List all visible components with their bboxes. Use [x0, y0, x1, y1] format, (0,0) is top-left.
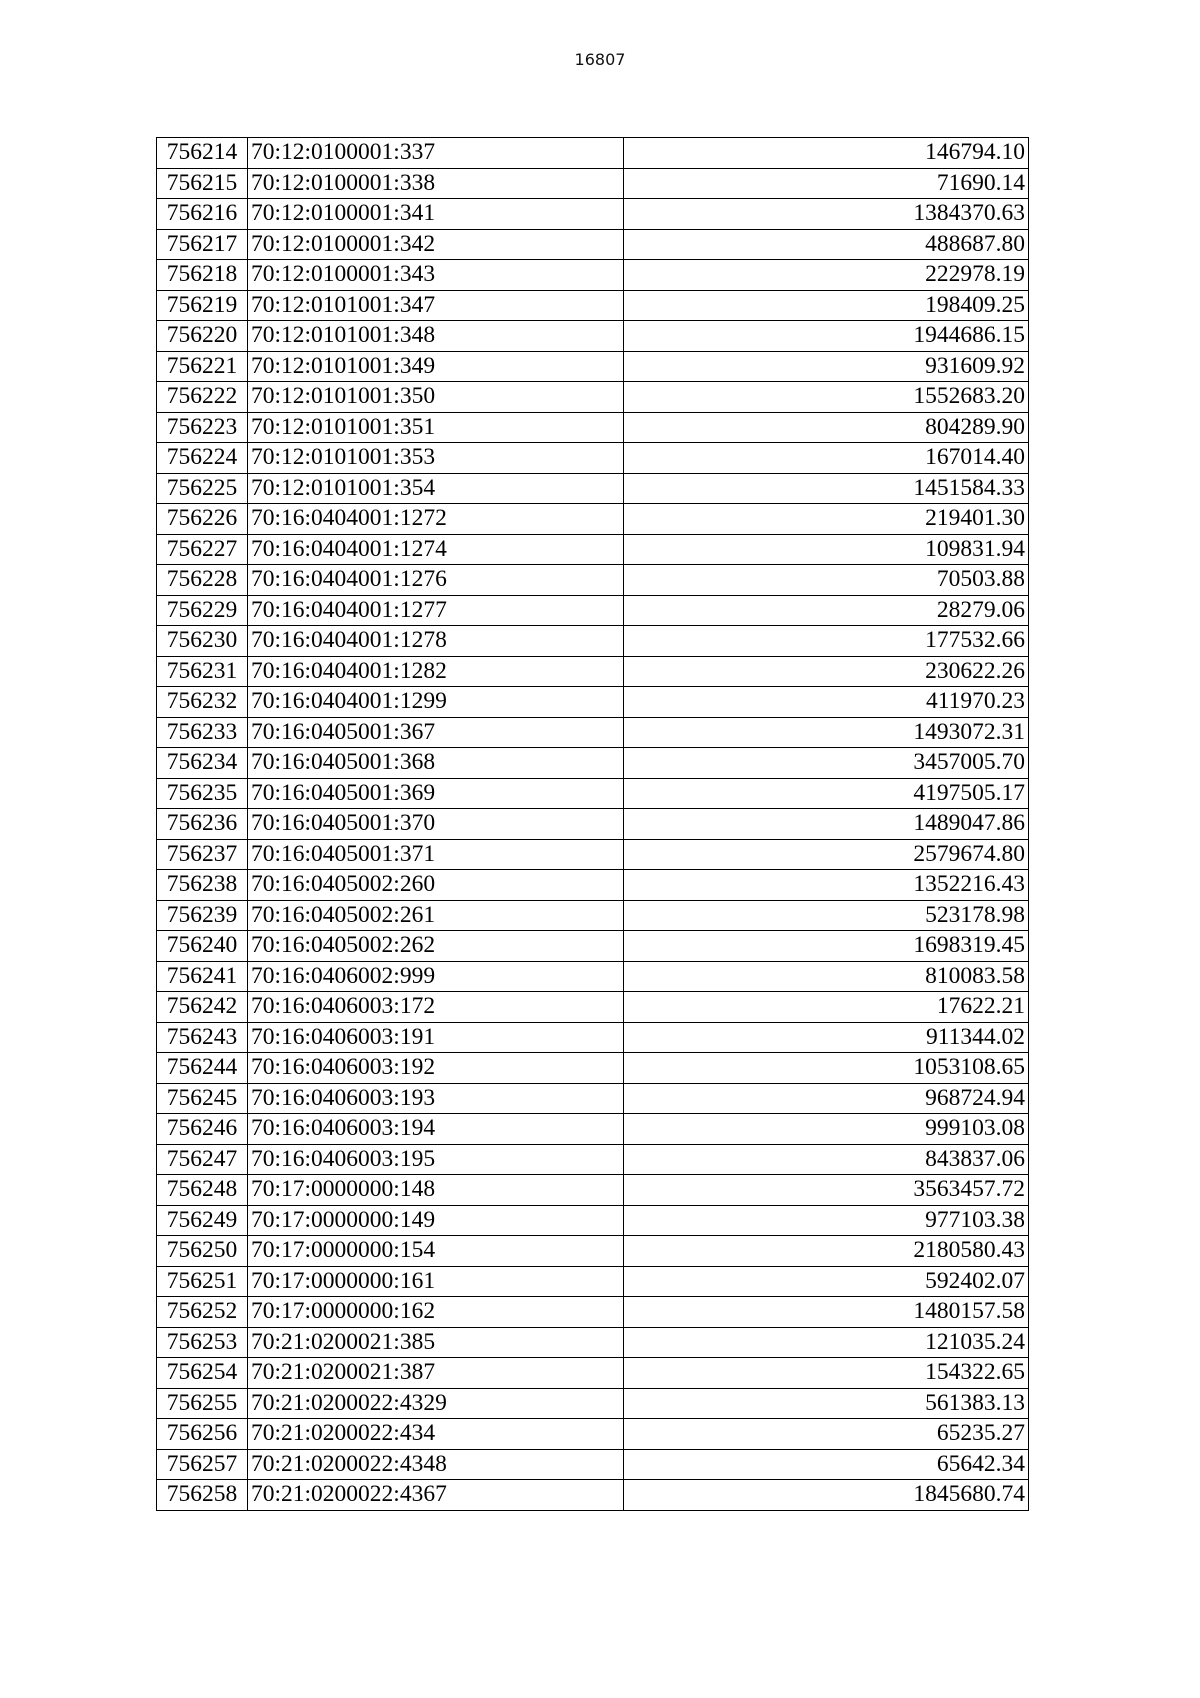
row-number-cell: 756231 — [157, 656, 248, 687]
cadastral-number-cell: 70:12:0101001:354 — [248, 473, 624, 504]
cadastral-number-cell: 70:16:0405002:262 — [248, 931, 624, 962]
cadastral-number-cell: 70:16:0404001:1274 — [248, 534, 624, 565]
table-row — [157, 504, 1029, 535]
row-number-cell: 756237 — [157, 839, 248, 870]
cadastral-value-cell: 2180580.43 — [624, 1236, 1029, 1267]
cadastral-value-cell: 1944686.15 — [624, 321, 1029, 352]
cadastral-value-cell: 977103.38 — [624, 1205, 1029, 1236]
cadastral-number-cell: 70:16:0405001:370 — [248, 809, 624, 840]
row-number-cell: 756235 — [157, 778, 248, 809]
cadastral-number-cell: 70:16:0404001:1276 — [248, 565, 624, 596]
row-number-cell: 756255 — [157, 1388, 248, 1419]
cadastral-number-cell: 70:17:0000000:161 — [248, 1266, 624, 1297]
row-number-cell: 756245 — [157, 1083, 248, 1114]
table-row — [157, 351, 1029, 382]
table-row — [157, 595, 1029, 626]
cadastral-value-cell: 222978.19 — [624, 260, 1029, 291]
cadastral-number-cell: 70:17:0000000:154 — [248, 1236, 624, 1267]
cadastral-value-cell: 1489047.86 — [624, 809, 1029, 840]
cadastral-number-cell: 70:16:0406003:172 — [248, 992, 624, 1023]
row-number-cell: 756248 — [157, 1175, 248, 1206]
cadastral-value-cell: 2579674.80 — [624, 839, 1029, 870]
table-row — [157, 290, 1029, 321]
table-row — [157, 1297, 1029, 1328]
row-number-cell: 756239 — [157, 900, 248, 931]
row-number-cell: 756219 — [157, 290, 248, 321]
table-row — [157, 1144, 1029, 1175]
row-number-cell: 756216 — [157, 199, 248, 230]
page-number: 16807 — [574, 50, 626, 69]
cadastral-number-cell: 70:16:0405001:369 — [248, 778, 624, 809]
cadastral-number-cell: 70:16:0404001:1282 — [248, 656, 624, 687]
cadastral-number-cell: 70:12:0101001:348 — [248, 321, 624, 352]
table-row — [157, 656, 1029, 687]
table-row — [157, 931, 1029, 962]
cadastral-number-cell: 70:21:0200021:385 — [248, 1327, 624, 1358]
cadastral-number-cell: 70:12:0100001:343 — [248, 260, 624, 291]
table-row — [157, 1236, 1029, 1267]
cadastral-number-cell: 70:16:0405001:367 — [248, 717, 624, 748]
row-number-cell: 756224 — [157, 443, 248, 474]
row-number-cell: 756247 — [157, 1144, 248, 1175]
cadastral-value-cell: 121035.24 — [624, 1327, 1029, 1358]
cadastral-number-cell: 70:16:0406003:194 — [248, 1114, 624, 1145]
cadastral-value-cell: 1384370.63 — [624, 199, 1029, 230]
table-body — [157, 138, 1029, 1511]
cadastral-number-cell: 70:16:0405002:261 — [248, 900, 624, 931]
row-number-cell: 756230 — [157, 626, 248, 657]
row-number-cell: 756246 — [157, 1114, 248, 1145]
cadastral-value-cell: 71690.14 — [624, 168, 1029, 199]
cadastral-number-cell: 70:12:0101001:347 — [248, 290, 624, 321]
table-row — [157, 717, 1029, 748]
cadastral-value-cell: 1552683.20 — [624, 382, 1029, 413]
table-row — [157, 382, 1029, 413]
table-row — [157, 1053, 1029, 1084]
cadastral-number-cell: 70:21:0200022:4367 — [248, 1480, 624, 1511]
cadastral-value-cell: 177532.66 — [624, 626, 1029, 657]
row-number-cell: 756250 — [157, 1236, 248, 1267]
cadastral-number-cell: 70:16:0406002:999 — [248, 961, 624, 992]
row-number-cell: 756229 — [157, 595, 248, 626]
row-number-cell: 756238 — [157, 870, 248, 901]
row-number-cell: 756256 — [157, 1419, 248, 1450]
row-number-cell: 756227 — [157, 534, 248, 565]
row-number-cell: 756257 — [157, 1449, 248, 1480]
table-row — [157, 1175, 1029, 1206]
table-row — [157, 229, 1029, 260]
row-number-cell: 756253 — [157, 1327, 248, 1358]
cadastral-value-cell: 411970.23 — [624, 687, 1029, 718]
table-row — [157, 473, 1029, 504]
table-row — [157, 534, 1029, 565]
table-row — [157, 1480, 1029, 1511]
cadastral-value-cell: 561383.13 — [624, 1388, 1029, 1419]
cadastral-value-cell: 1493072.31 — [624, 717, 1029, 748]
table-row — [157, 1419, 1029, 1450]
cadastral-number-cell: 70:16:0405001:368 — [248, 748, 624, 779]
table-row — [157, 1114, 1029, 1145]
cadastral-value-cell: 146794.10 — [624, 138, 1029, 169]
cadastral-number-cell: 70:21:0200022:434 — [248, 1419, 624, 1450]
cadastral-value-cell: 154322.65 — [624, 1358, 1029, 1389]
table-row — [157, 1449, 1029, 1480]
cadastral-value-cell: 3457005.70 — [624, 748, 1029, 779]
cadastral-number-cell: 70:16:0404001:1277 — [248, 595, 624, 626]
row-number-cell: 756242 — [157, 992, 248, 1023]
cadastral-number-cell: 70:17:0000000:162 — [248, 1297, 624, 1328]
cadastral-number-cell: 70:21:0200022:4348 — [248, 1449, 624, 1480]
table-row — [157, 1388, 1029, 1419]
row-number-cell: 756215 — [157, 168, 248, 199]
cadastral-value-cell: 70503.88 — [624, 565, 1029, 596]
table-row — [157, 839, 1029, 870]
cadastral-value-cell: 999103.08 — [624, 1114, 1029, 1145]
table-row — [157, 1266, 1029, 1297]
row-number-cell: 756254 — [157, 1358, 248, 1389]
table-row — [157, 626, 1029, 657]
table-row — [157, 565, 1029, 596]
table-row — [157, 1358, 1029, 1389]
row-number-cell: 756223 — [157, 412, 248, 443]
cadastral-value-cell: 843837.06 — [624, 1144, 1029, 1175]
row-number-cell: 756222 — [157, 382, 248, 413]
table-row — [157, 870, 1029, 901]
table-row — [157, 1205, 1029, 1236]
row-number-cell: 756251 — [157, 1266, 248, 1297]
cadastral-number-cell: 70:16:0406003:193 — [248, 1083, 624, 1114]
table-row — [157, 1022, 1029, 1053]
row-number-cell: 756244 — [157, 1053, 248, 1084]
cadastral-number-cell: 70:12:0100001:342 — [248, 229, 624, 260]
cadastral-number-cell: 70:21:0200021:387 — [248, 1358, 624, 1389]
cadastral-value-cell: 911344.02 — [624, 1022, 1029, 1053]
cadastral-number-cell: 70:16:0406003:191 — [248, 1022, 624, 1053]
cadastral-value-cell: 931609.92 — [624, 351, 1029, 382]
cadastral-value-cell: 1352216.43 — [624, 870, 1029, 901]
row-number-cell: 756226 — [157, 504, 248, 535]
row-number-cell: 756240 — [157, 931, 248, 962]
cadastral-number-cell: 70:12:0100001:337 — [248, 138, 624, 169]
table-row — [157, 1327, 1029, 1358]
cadastral-value-cell: 230622.26 — [624, 656, 1029, 687]
table-row — [157, 138, 1029, 169]
cadastral-number-cell: 70:17:0000000:148 — [248, 1175, 624, 1206]
cadastral-number-cell: 70:16:0406003:192 — [248, 1053, 624, 1084]
table-row — [157, 992, 1029, 1023]
cadastral-number-cell: 70:17:0000000:149 — [248, 1205, 624, 1236]
cadastral-value-cell: 4197505.17 — [624, 778, 1029, 809]
cadastral-value-cell: 968724.94 — [624, 1083, 1029, 1114]
row-number-cell: 756221 — [157, 351, 248, 382]
cadastral-value-cell: 804289.90 — [624, 412, 1029, 443]
row-number-cell: 756220 — [157, 321, 248, 352]
table-row — [157, 199, 1029, 230]
cadastral-number-cell: 70:12:0100001:338 — [248, 168, 624, 199]
cadastral-number-cell: 70:16:0404001:1299 — [248, 687, 624, 718]
row-number-cell: 756241 — [157, 961, 248, 992]
cadastral-value-cell: 219401.30 — [624, 504, 1029, 535]
cadastral-number-cell: 70:12:0101001:353 — [248, 443, 624, 474]
table-row — [157, 321, 1029, 352]
row-number-cell: 756258 — [157, 1480, 248, 1511]
cadastral-number-cell: 70:12:0101001:351 — [248, 412, 624, 443]
row-number-cell: 756218 — [157, 260, 248, 291]
cadastral-value-cell: 65642.34 — [624, 1449, 1029, 1480]
row-number-cell: 756249 — [157, 1205, 248, 1236]
cadastral-value-cell: 810083.58 — [624, 961, 1029, 992]
cadastral-value-cell: 1451584.33 — [624, 473, 1029, 504]
cadastral-value-cell: 1845680.74 — [624, 1480, 1029, 1511]
row-number-cell: 756214 — [157, 138, 248, 169]
row-number-cell: 756225 — [157, 473, 248, 504]
cadastral-number-cell: 70:16:0406003:195 — [248, 1144, 624, 1175]
cadastral-value-cell: 488687.80 — [624, 229, 1029, 260]
table-row — [157, 961, 1029, 992]
table-row — [157, 412, 1029, 443]
row-number-cell: 756217 — [157, 229, 248, 260]
row-number-cell: 756234 — [157, 748, 248, 779]
table-row — [157, 900, 1029, 931]
cadastral-value-cell: 1053108.65 — [624, 1053, 1029, 1084]
table-row — [157, 260, 1029, 291]
table-row — [157, 443, 1029, 474]
table-row — [157, 168, 1029, 199]
cadastral-value-cell: 28279.06 — [624, 595, 1029, 626]
cadastral-value-cell: 65235.27 — [624, 1419, 1029, 1450]
cadastral-number-cell: 70:12:0100001:341 — [248, 199, 624, 230]
table-row — [157, 687, 1029, 718]
cadastral-value-cell: 592402.07 — [624, 1266, 1029, 1297]
cadastral-value-cell: 1698319.45 — [624, 931, 1029, 962]
cadastral-value-cell: 3563457.72 — [624, 1175, 1029, 1206]
table-row — [157, 1083, 1029, 1114]
table-row — [157, 809, 1029, 840]
cadastral-number-cell: 70:21:0200022:4329 — [248, 1388, 624, 1419]
cadastral-value-cell: 167014.40 — [624, 443, 1029, 474]
cadastral-value-cell: 198409.25 — [624, 290, 1029, 321]
cadastral-value-cell: 109831.94 — [624, 534, 1029, 565]
row-number-cell: 756233 — [157, 717, 248, 748]
cadastral-value-cell: 17622.21 — [624, 992, 1029, 1023]
row-number-cell: 756228 — [157, 565, 248, 596]
row-number-cell: 756243 — [157, 1022, 248, 1053]
cadastral-number-cell: 70:16:0404001:1278 — [248, 626, 624, 657]
cadastral-number-cell: 70:16:0405001:371 — [248, 839, 624, 870]
cadastral-number-cell: 70:12:0101001:350 — [248, 382, 624, 413]
cadastral-value-cell: 523178.98 — [624, 900, 1029, 931]
table-row — [157, 748, 1029, 779]
cadastral-number-cell: 70:16:0405002:260 — [248, 870, 624, 901]
row-number-cell: 756232 — [157, 687, 248, 718]
cadastral-number-cell: 70:16:0404001:1272 — [248, 504, 624, 535]
table-row — [157, 778, 1029, 809]
row-number-cell: 756252 — [157, 1297, 248, 1328]
cadastral-value-table — [156, 137, 1029, 1511]
row-number-cell: 756236 — [157, 809, 248, 840]
cadastral-value-cell: 1480157.58 — [624, 1297, 1029, 1328]
cadastral-number-cell: 70:12:0101001:349 — [248, 351, 624, 382]
